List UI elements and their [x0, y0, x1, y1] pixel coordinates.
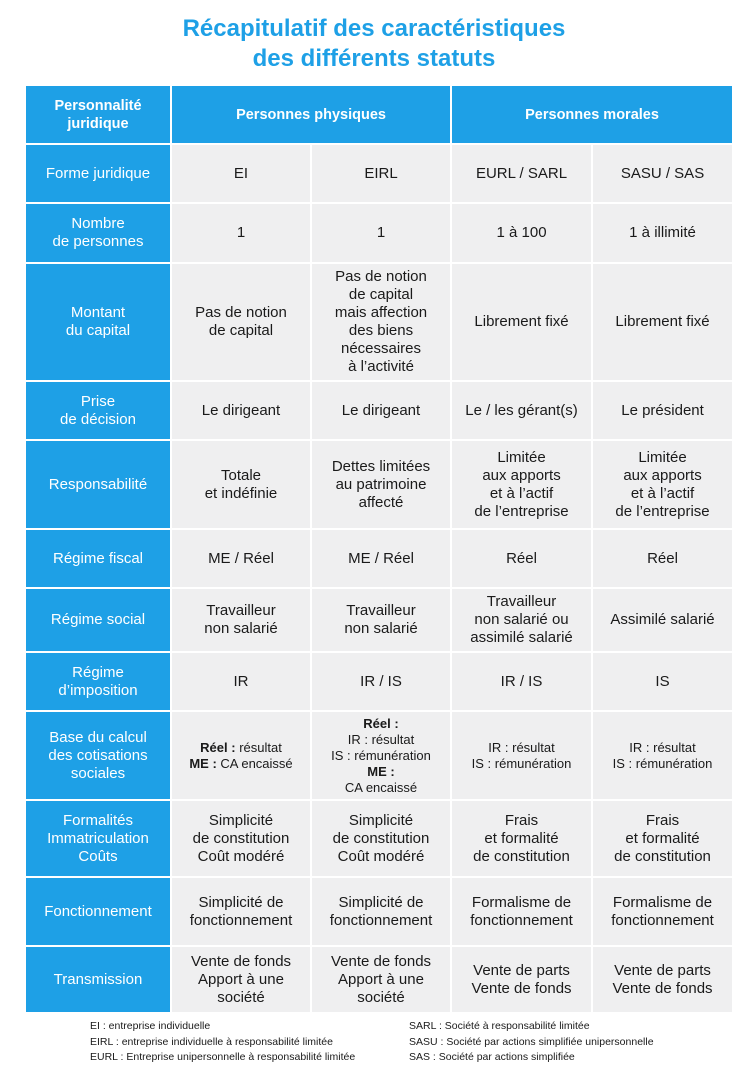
- cell-base-calcul-col2: Réel : IR : résultat IS : rémunération ME : CA encaissé: [311, 711, 451, 800]
- cell-formalites-col3: Frais et formalité de constitution: [451, 800, 592, 877]
- table-row-prise-decision: [25, 381, 733, 440]
- cell-transmission-col1: Vente de fonds Apport à une société: [171, 946, 311, 1013]
- cell-prise-decision-col1: Le dirigeant: [171, 381, 311, 440]
- row-label-regime-fiscal: Régime fiscal: [25, 529, 171, 588]
- cell-regime-social-col1: Travailleur non salarié: [171, 588, 311, 652]
- cell-formalites-col4: Frais et formalité de constitution: [592, 800, 733, 877]
- cell-fonctionnement-col2: Simplicité de fonctionnement: [311, 877, 451, 946]
- comparison-table: [24, 84, 734, 1014]
- legend-sasu: SASU : Société par actions simplifiée unipersonnelle: [409, 1035, 654, 1048]
- cell-regime-imposition-col2: IR / IS: [311, 652, 451, 711]
- cell-base-calcul-col3: IR : résultat IS : rémunération: [451, 711, 592, 800]
- cell-prise-decision-col4: Le président: [592, 381, 733, 440]
- table-row-regime-fiscal: [25, 529, 733, 588]
- cell-regime-social-col2: Travailleur non salarié: [311, 588, 451, 652]
- table-row-montant-capital: [25, 263, 733, 381]
- row-label-base-calcul: Base du calcul des cotisations sociales: [25, 711, 171, 800]
- row-label-transmission: Transmission: [25, 946, 171, 1013]
- legend-sas: SAS : Société par actions simplifiée: [409, 1051, 575, 1063]
- cell-base-calcul-col4: IR : résultat IS : rémunération: [592, 711, 733, 800]
- page-title: [0, 14, 748, 74]
- cell-montant-capital-col1: Pas de notion de capital: [171, 263, 311, 381]
- legend-eirl: EIRL : entreprise individuelle à responsabilité limitée: [90, 1035, 333, 1048]
- cell-prise-decision-col2: Le dirigeant: [311, 381, 451, 440]
- cell-fonctionnement-col3: Formalisme de fonctionnement: [451, 877, 592, 946]
- row-label-nombre-personnes: Nombre de personnes: [25, 203, 171, 263]
- cell-responsabilite-col4: Limitée aux apports et à l’actif de l’entreprise: [592, 440, 733, 529]
- row-label-responsabilite: Responsabilité: [25, 440, 171, 529]
- row-label-regime-imposition: Régime d’imposition: [25, 652, 171, 711]
- cell-regime-social-col3: Travailleur non salarié ou assimilé salarié: [451, 588, 592, 652]
- cell-fonctionnement-col1: Simplicité de fonctionnement: [171, 877, 311, 946]
- row-label-prise-decision: Prise de décision: [25, 381, 171, 440]
- cell-forme-juridique-col4: SASU / SAS: [592, 144, 733, 203]
- table-row-regime-imposition: [25, 652, 733, 711]
- cell-montant-capital-col4: Librement fixé: [592, 263, 733, 381]
- cell-nombre-personnes-col4: 1 à illimité: [592, 203, 733, 263]
- table-row-responsabilite: [25, 440, 733, 529]
- title-line-1: Récapitulatif des caractéristiques: [182, 15, 566, 42]
- cell-formalites-col2: Simplicité de constitution Coût modéré: [311, 800, 451, 877]
- cell-forme-juridique-col2: EIRL: [311, 144, 451, 203]
- cell-nombre-personnes-col3: 1 à 100: [451, 203, 592, 263]
- table-row-base-calcul: [25, 711, 733, 800]
- cell-responsabilite-col2: Dettes limitées au patrimoine affecté: [311, 440, 451, 529]
- cell-responsabilite-col1: Totale et indéfinie: [171, 440, 311, 529]
- table-row-forme-juridique: [25, 144, 733, 203]
- table-header-row: [25, 85, 733, 144]
- cell-regime-imposition-col1: IR: [171, 652, 311, 711]
- cell-transmission-col4: Vente de parts Vente de fonds: [592, 946, 733, 1013]
- row-label-formalites: Formalités Immatriculation Coûts: [25, 800, 171, 877]
- cell-transmission-col3: Vente de parts Vente de fonds: [451, 946, 592, 1013]
- table-row-formalites: [25, 800, 733, 877]
- cell-forme-juridique-col3: EURL / SARL: [451, 144, 592, 203]
- cell-regime-imposition-col4: IS: [592, 652, 733, 711]
- legend-ei: EI : entreprise individuelle: [90, 1020, 211, 1032]
- row-label-fonctionnement: Fonctionnement: [25, 877, 171, 946]
- cell-responsabilite-col3: Limitée aux apports et à l’actif de l’entreprise: [451, 440, 592, 529]
- title-line-2: des différents statuts: [252, 45, 496, 72]
- cell-nombre-personnes-col1: 1: [171, 203, 311, 263]
- header-personnalite-juridique: Personnalité juridique: [25, 85, 171, 144]
- cell-regime-fiscal-col1: ME / Réel: [171, 529, 311, 588]
- cell-regime-social-col4: Assimilé salarié: [592, 588, 733, 652]
- table-row-transmission: [25, 946, 733, 1013]
- legend-eurl: EURL : Entreprise unipersonnelle à responsabilité limitée: [90, 1051, 356, 1063]
- footer-legend-right: [409, 1019, 654, 1066]
- cell-fonctionnement-col4: Formalisme de fonctionnement: [592, 877, 733, 946]
- cell-montant-capital-col3: Librement fixé: [451, 263, 592, 381]
- cell-regime-imposition-col3: IR / IS: [451, 652, 592, 711]
- cell-forme-juridique-col1: EI: [171, 144, 311, 203]
- cell-transmission-col2: Vente de fonds Apport à une société: [311, 946, 451, 1013]
- header-personnes-physiques: Personnes physiques: [171, 85, 451, 144]
- table-row-regime-social: [25, 588, 733, 652]
- cell-regime-fiscal-col2: ME / Réel: [311, 529, 451, 588]
- cell-regime-fiscal-col3: Réel: [451, 529, 592, 588]
- row-label-forme-juridique: Forme juridique: [25, 144, 171, 203]
- cell-prise-decision-col3: Le / les gérant(s): [451, 381, 592, 440]
- legend-sarl: SARL : Société à responsabilité limitée: [409, 1020, 590, 1032]
- row-label-montant-capital: Montant du capital: [25, 263, 171, 381]
- cell-base-calcul-col1: Réel : résultat ME : CA encaissé: [171, 711, 311, 800]
- cell-regime-fiscal-col4: Réel: [592, 529, 733, 588]
- cell-nombre-personnes-col2: 1: [311, 203, 451, 263]
- cell-formalites-col1: Simplicité de constitution Coût modéré: [171, 800, 311, 877]
- cell-montant-capital-col2: Pas de notion de capital mais affection des biens nécessaires à l’activité: [311, 263, 451, 381]
- table-row-nombre-personnes: [25, 203, 733, 263]
- footer-legend-left: [90, 1019, 355, 1066]
- table-row-fonctionnement: [25, 877, 733, 946]
- header-personnes-morales: Personnes morales: [451, 85, 733, 144]
- row-label-regime-social: Régime social: [25, 588, 171, 652]
